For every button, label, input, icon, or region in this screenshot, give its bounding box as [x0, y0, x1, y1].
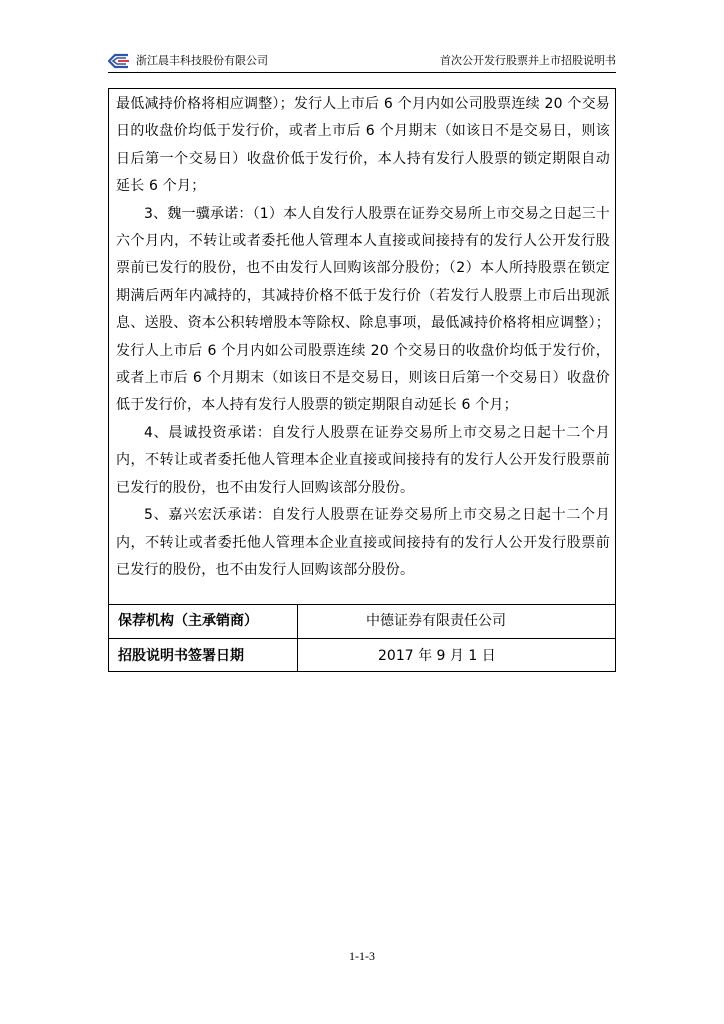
- commitment-paragraph: 3、魏一骥承诺：（1）本人自发行人股票在证券交易所上市交易之日起三十六个月内，不转让或者委托他人管理本人直接或间接持有的发行人公开发行股票前已发行的股份，也不由发行人回购该部分股份；（2）本人所持股票在锁定期满后两年内减持的，其减持价格不低于发行价（若发行人股票上市后出现派息、送股、资本公积转增股本等除权、除息事项，最低减持价格将相应调整）；发行人上市后 6 个月内如公司股票连续 20 个交易日的收盘价均低于发行价，或者上市后 6 个月期末（如该日不是交易日，则该日后第一个交易日）收盘价低于发行价，本人持有发行人股票的锁定期限自动延长 6 个月；: [116, 205, 610, 414]
- table-row-divider: [108, 638, 616, 639]
- commitment-paragraph: 5、嘉兴宏沃承诺：自发行人股票在证券交易所上市交易之日起十二个月内，不转让或者委托他人管理本企业直接或间接持有的发行人公开发行股票前已发行的股份，也不由发行人回购该部分股份。: [116, 507, 610, 578]
- sponsor-value: 中德证券有限责任公司: [366, 613, 506, 629]
- table-column-divider: [297, 604, 298, 672]
- signing-date-label: 招股说明书签署日期: [118, 648, 244, 664]
- table-row-divider: [108, 604, 616, 605]
- sponsor-label: 保荐机构（主承销商）: [118, 613, 258, 629]
- commitment-paragraph: 最低减持价格将相应调整）；发行人上市后 6 个月内如公司股票连续 20 个交易日的收盘价均低于发行价，或者上市后 6 个月期末（如该日不是交易日，则该日后第一个交易日）收盘价低于发行价，本人持有发行人股票的锁定期限自动延长 6 个月；: [116, 96, 610, 195]
- commitment-paragraph: 4、晨诚投资承诺：自发行人股票在证券交易所上市交易之日起十二个月内，不转让或者委托他人管理本企业直接或间接持有的发行人公开发行股票前已发行的股份，也不由发行人回购该部分股份。: [116, 424, 610, 496]
- header-divider: [108, 72, 616, 73]
- commitment-text: [116, 91, 610, 584]
- company-logo-icon: [108, 53, 130, 69]
- header-document-title: 首次公开发行股票并上市招股说明书: [440, 54, 616, 67]
- header-company-name: 浙江晨丰科技股份有限公司: [136, 54, 268, 67]
- signing-date-value: 2017 年 9 月 1 日: [378, 648, 496, 664]
- page-header: [108, 52, 616, 72]
- page-number: 1-1-3: [349, 949, 375, 963]
